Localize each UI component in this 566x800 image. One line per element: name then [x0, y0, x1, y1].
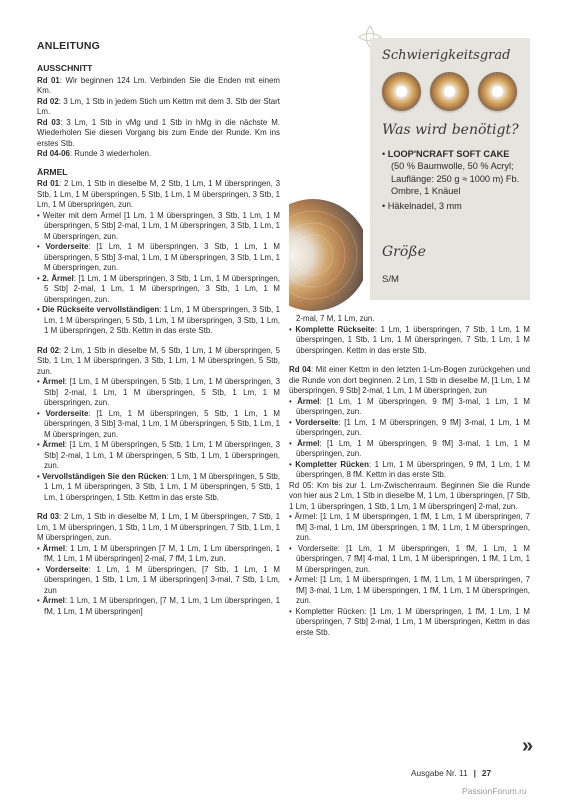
section-title-aermel: ÄRMEL — [37, 166, 68, 177]
needed-title: Was wird benötigt? — [382, 122, 519, 138]
difficulty-title: Schwierigkeitsgrad — [382, 48, 511, 63]
bullet-item: • Ärmel: [1 Lm, 1 M überspringen, 9 fM] 3-mal, 1 Lm, 1 M überspringen, zun. — [289, 439, 530, 460]
next-page-arrow-icon: » — [522, 735, 529, 757]
bullet-item: • Vorderseite: [1 Lm, 1 M überspringen, 1 fM, 1 Lm, 1 M überspringen, 7 fM] 4-mal, 1 Lm, 1 M überspringen, 1 fM, 1 Lm, 1 M überspringen, zun. — [289, 544, 530, 576]
bullet-item: • Komplette Rückseite: 1 Lm, 1 überspringen, 7 Stb, 1 Lm, 1 M überspringen, 1 Stb, 1 Lm, 1 M überspringen, 7 Stb, 1 Lm, 1 M überspringen. Kettm in das erste Stb. — [289, 325, 530, 357]
watermark: PassionForum.ru — [462, 786, 527, 796]
bullet-item: • Vorderseite: [1 Lm, 1 M überspringen, 5 Stb, 1 Lm, 1 M überspringen, 3 Stb] 3-mal, 1 Lm, 1 M überspringen, 5 Stb, 1 Lm, 1 M überspringen, zun. — [37, 409, 280, 441]
difficulty-ball-icon — [382, 72, 421, 111]
material-item: • LOOP'NCRAFT SOFT CAKE (50 % Baumwolle, 50 % Acryl; Lauflänge: 250 g ≈ 1000 m) Fb. Ombre, 1 Knäuel — [382, 148, 527, 197]
bullet-item: • Ärmel: [1 Lm, 1 M überspringen, 5 Stb, 1 Lm, 1 M überspringen, 3 Stb] 2-mal, 1 Lm, 1 M überspringen, 5 Stb, 1 Lm, 1 überspringen, zun. — [37, 440, 280, 472]
bullet-item: • Ärmel: 1 Lm, 1 M überspringen, [7 M, 1 Lm, 1 Lm überspringen, 1 fM, 1 Lm, 1 M überspringen] — [37, 596, 280, 617]
difficulty-ball-icon — [430, 72, 469, 111]
difficulty-ball-icon — [478, 72, 517, 111]
continued-line: 2-mal, 7 M, 1 Lm, zun. — [296, 314, 375, 323]
row-instruction: Rd 01: 2 Lm, 1 Stb in dieselbe M, 2 Stb, 1 Lm, 1 M überspringen, 3 Stb, 1 Lm, 1 M überspringen, 5 Stb, 1 Lm, 1 M überspringen, 3 Stb, 1 Lm, 1 M überspringen, zun. — [37, 179, 280, 209]
bullet-item: • Weiter mit dem Ärmel [1 Lm, 1 M überspringen, 3 Stb, 1 Lm, 1 M überspringen, 5 Stb] 2-mal, 1 Lm, 1 M überspringen, 3 Stb, 1 Lm, 1 M überspringen, zun. — [37, 211, 280, 243]
page-footer — [411, 768, 491, 778]
bullet-item: • Ärmel: [1 Lm, 1 M überspringen, 5 Stb, 1 Lm, 1 M überspringen, 3 Stb] 2-mal, 1 Lm, 1 M überspringen, 5 Stb, 1 Lm, 1 M überspringen, zun. — [37, 377, 280, 409]
bullet-item: • Kompletter Rücken: [1 Lm, 1 M überspringen, 1 fM, 1 Lm, 1 M überspringen, 7 Stb] 2-mal, 1 Lm, 1 M überspringen, Kettm in das erste Stb. — [289, 607, 530, 639]
page-heading: ANLEITUNG — [37, 40, 101, 52]
bullet-item: • Vorderseite: [1 Lm, 1 M überspringen, 9 fM] 3-mal, 1 Lm, 1 M überspringen, zun. — [289, 418, 530, 439]
yarn-cake-image — [289, 197, 363, 313]
bullet-item: • Die Rückseite vervollständigen: 1 Lm, 1 M überspringen, 3 Stb, 1 Lm, 1 M überspringen, 5 Stb, 1 Lm, 1 M überspringen, 3 Stb, 1 Lm, 1 M überspringen, 2 Stb. Kettm in das erste Stb. — [37, 305, 280, 337]
bullet-item: • Vorderseite: 1 Lm, 1 M überspringen, [7 Stb, 1 Lm, 1 M überspringen, 1 Stb, 1 Lm, 1 M überspringen] 3-mal, 7 Stb, 1 Lm, zun — [37, 565, 280, 597]
row-instruction: Rd 03: 3 Lm, 1 Stb in vMg und 1 Stb in hMg in die nächste M. Wiederholen Sie diesen Vorgang bis zum Ende der Runde. Km ins erstes Stb. — [37, 117, 280, 148]
materials-list — [382, 148, 527, 212]
size-value: S/M — [382, 274, 399, 285]
row-instruction: Rd 02: 2 Lm, 1 Stb in dieselbe M, 5 Stb, 1 Lm, 1 M überspringen, 5 Stb, 1 Lm, 1 M überspringen, 3 Stb, 1 Lm, 1 M überspringen, 5 Stb, zun. — [37, 345, 280, 376]
row-instruction: Rd 02: 3 Lm, 1 Stb in jedem Stich um Kettm mit dem 3. Stb der Start Lm. — [37, 96, 280, 116]
bullet-item: • Vorderseite: [1 Lm, 1 M überspringen, 3 Stb, 1 Lm, 1 M überspringen, 5 Stb] 3-mal, 1 Lm, 1 M überspringen, 3 Stb, 1 Lm, 1 M überspringen, zun. — [37, 242, 280, 274]
material-item: • Häkelnadel, 3 mm — [382, 200, 527, 212]
materials-sidebar — [370, 38, 530, 300]
size-title: Größe — [382, 244, 426, 260]
issue-label: Ausgabe Nr. 11 — [411, 768, 468, 778]
bullet-item: • Ärmel: [1 Lm, 1 M überspringen, 1 fM, 1 Lm, 1 M überspringen, 7 fM] 3-mal, 1 Lm, 1M überspringen, 1 fM, 1 Lm, 1 M überspringen, zun. — [289, 512, 530, 544]
bullet-item: • Ärmel: [1 Lm, 1 M überspringen, 1 fM, 1 Lm, 1 M überspringen, 7 fM] 3-mal, 1 Lm, 1 M überspringen, 1 fM, 1 Lm, 1 M überspringen, zun. — [289, 575, 530, 607]
left-column — [37, 63, 280, 617]
row-instruction: Rd 03: 2 Lm, 1 Stb in dieselbe M, 1 Lm, 1 M überspringen, 7 Stb, 1 Lm, 1 M überspringen, 1 Stb, 1 Lm, 1 M überspringen, 7 Stb, 1 Lm, 1 M überspringen, zun. — [37, 512, 280, 542]
bullet-item: • Ärmel: 1 Lm, 1 M überspringen [7 M, 1 Lm, 1 Lm überspringen, 1 fM, 1 Lm, 1 M überspringen] 2-mal, 7 fM, 1 Lm, zun. — [37, 544, 280, 565]
footer-separator: | — [473, 768, 476, 778]
row-instruction: Rd 05: Km bis zur 1. Lm-Zwischenraum. Beginnen Sie die Runde von hier aus 2 Lm, 1 Stb in dieselbe M, 1 Lm, 1 überspringen, [7 Stb, 1 Lm, 1 überspringen, 1 Stb, 1 Lm, 1 M überspringen] 2-mal, zun. — [289, 480, 530, 511]
page-number: 27 — [481, 768, 492, 778]
bullet-item: • Vervollständigen Sie den Rücken: 1 Lm, 1 M überspringen, 5 Stb, 1 Lm, 1 M überspringen, 3 Stb, 1 Lm, 1 M überspringen, 5 Stb, 1 Lm, 1 überspringen, 1 Stb. Kettm in das erste Stb. — [37, 472, 280, 504]
section-title-ausschnitt: AUSSCHNITT — [37, 63, 93, 73]
row-instruction: Rd 01: Wir beginnen 124 Lm. Verbinden Sie die Enden mit einem Km. — [37, 75, 280, 95]
bullet-item: • 2. Ärmel: [1 Lm, 1 M überspringen, 3 Stb, 1 Lm, 1 M überspringen, 5 Stb] 2-mal, 1 Lm, 1 M überspringen, 3 Stb, 1 Lm, 1 M überspringen, zun. — [37, 274, 280, 306]
right-column — [289, 314, 530, 638]
bullet-item: • Ärmel: [1 Lm, 1 M überspringen, 9 fM] 3-mal, 1 Lm, 1 M überspringen, zun. — [289, 397, 530, 418]
row-instruction: Rd 04: Mit einer Kettm in den letzten 1-Lm-Bogen zurückgehen und die Runde von dort beginnen. 2 Lm, 1 Stb in dieselbe M, [1 Lm, 1 M überspringen, 9 Stb] 2-mal, 1 Lm, 1 M überspringen, zun — [289, 365, 530, 395]
bullet-item: • Kompletter Rücken: 1 Lm, 1 M überspringen, 9 fM, 1 Lm, 1 M überspringen, 8 fM. Kettm in das erste Stb. — [289, 460, 530, 481]
row-instruction: Rd 04-06: Runde 3 wiederholen. — [37, 149, 152, 158]
